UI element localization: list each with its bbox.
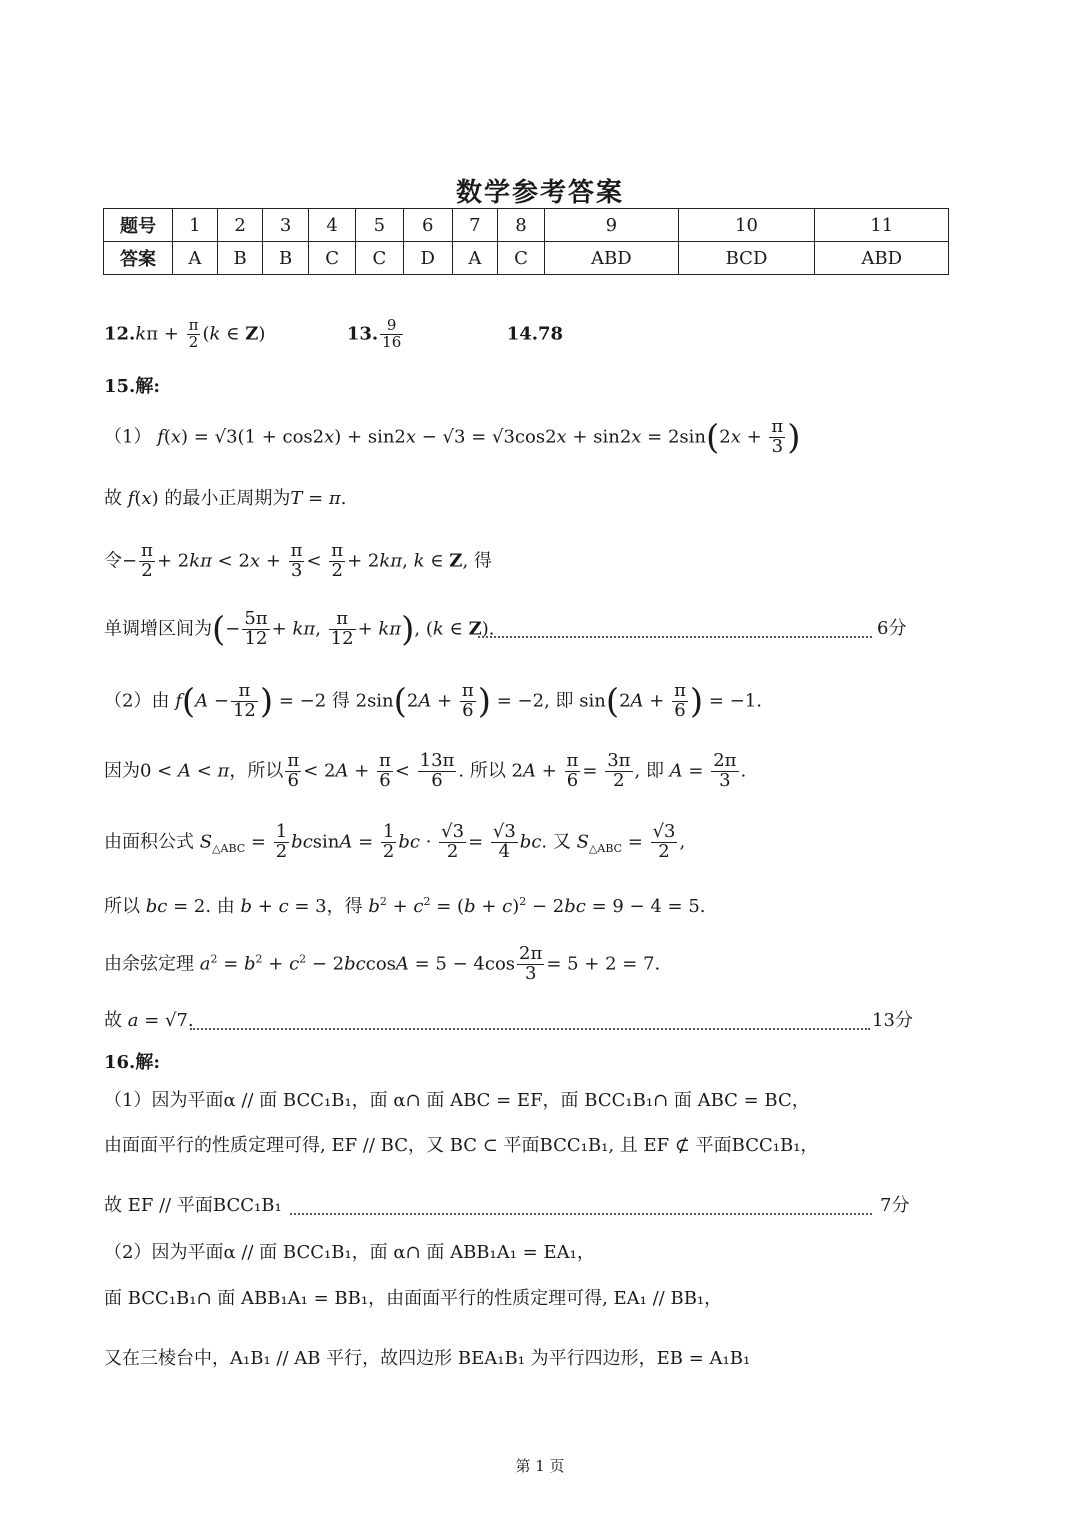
table-cell: C bbox=[497, 242, 544, 275]
q16-part2-line3: 又在三棱台中，A₁B₁ // AB 平行，故四边形 BEA₁B₁ 为平行四边形，EB = A₁B₁ bbox=[104, 1348, 751, 1369]
dotted-leader bbox=[478, 627, 872, 645]
score-7: 7分 bbox=[880, 1195, 910, 1216]
fraction: $\frac{√3}{2}$ bbox=[652, 821, 676, 862]
table-cell: 1 bbox=[173, 209, 218, 242]
table-cell: 8 bbox=[497, 209, 544, 242]
fraction: $\frac{\pi}{6}$ bbox=[674, 680, 686, 721]
fraction: $\frac{\pi}{12}$ bbox=[232, 680, 256, 721]
fraction: $\frac{\pi}{6}$ bbox=[287, 750, 300, 791]
page-number: 第 1 页 bbox=[515, 1457, 565, 1475]
table-cell: B bbox=[217, 242, 263, 275]
q14-answer: 14.78 bbox=[506, 323, 564, 345]
table-cell: B bbox=[263, 242, 309, 275]
fraction: $\frac{1}{2}$ bbox=[275, 821, 288, 862]
fraction: $\frac{5\pi}{12}$ bbox=[244, 608, 268, 649]
q16-heading: 16.解: bbox=[104, 1052, 160, 1073]
fraction: $\frac{2\pi}{3}$ bbox=[519, 943, 543, 984]
q15-cosine-law: 由余弦定理 $a^2 = b^2 + c^2 - 2bccosA = 5 - 4\cos$ $\frac{2\pi}{3}$ = 5 + 2 = 7. bbox=[104, 943, 661, 984]
fraction: $\frac{\pi}{2}$ bbox=[188, 316, 199, 351]
score-13: 13分 bbox=[872, 1010, 913, 1031]
dotted-leader bbox=[290, 1204, 872, 1222]
score-6: 6分 bbox=[877, 618, 907, 639]
q15-bc-values: 所以 bc = 2. 由 b + c = 3，得 $b^2 + c^2 = (b + c)^2 - 2bc = 9 - 4 = 5$. bbox=[104, 895, 706, 917]
fraction: $\frac{√3}{2}$ bbox=[441, 821, 465, 862]
table-cell: 3 bbox=[263, 209, 309, 242]
q13-label: 13. bbox=[346, 323, 379, 345]
q16-part2-line1: （2）因为平面α // 面 BCC₁B₁，面 α∩ 面 ABB₁A₁ = EA₁， bbox=[104, 1242, 595, 1263]
q15-part2: （2）由 f(A − $\frac{\pi}{12}$ ) = −2 得 2sin(2A + $\frac{\pi}{6}$ ) = −2, 即 sin(2A + $\frac{\pi}{6}$ ) = −1. bbox=[104, 680, 762, 722]
q16-part1-line3: 故 EF // 平面BCC₁B₁ bbox=[104, 1195, 282, 1216]
q12-label: 12. bbox=[104, 323, 136, 345]
dotted-leader bbox=[190, 1019, 870, 1037]
fraction: $\frac{\pi}{6}$ bbox=[379, 750, 391, 791]
table-cell: BCD bbox=[678, 242, 815, 275]
fraction: $\frac{\pi}{2}$ bbox=[331, 540, 344, 581]
q15-part1-formula: （1） f(x) = √3(1 + cos2x) + sin2x − √3 = √3cos2x + sin2x = 2sin(2x + $\frac{\pi}{3}$ ) bbox=[104, 416, 801, 458]
q15-inequality: 令− $\frac{\pi}{2}$ + 2kπ < 2x + $\frac{\pi}{3}$ < $\frac{\pi}{2}$ + 2kπ, k ∈ Z, 得 bbox=[104, 540, 492, 581]
table-row-answers bbox=[104, 242, 949, 275]
table-cell: ABD bbox=[815, 242, 949, 275]
q15-increasing-interval: 单调增区间为(− $\frac{5\pi}{12}$ + kπ, $\frac{\pi}{12}$ + kπ), (k ∈ Z). bbox=[104, 608, 495, 650]
fraction: $\frac{3\pi}{2}$ bbox=[607, 750, 631, 791]
fraction: $\frac{\pi}{6}$ bbox=[566, 750, 579, 791]
table-cell: 7 bbox=[452, 209, 497, 242]
fraction: $\frac{\pi}{2}$ bbox=[141, 540, 153, 581]
table-header-number: 题号 bbox=[104, 209, 173, 242]
fraction: $\frac{\pi}{6}$ bbox=[461, 680, 474, 721]
table-cell: A bbox=[452, 242, 497, 275]
q15-conclusion: 故 a = √7. bbox=[104, 1010, 194, 1031]
table-cell: 10 bbox=[678, 209, 815, 242]
fraction: $\frac{1}{2}$ bbox=[382, 821, 395, 862]
table-cell: 9 bbox=[545, 209, 678, 242]
table-cell: ABD bbox=[545, 242, 678, 275]
table-cell: D bbox=[403, 242, 452, 275]
q16-part1-line1: （1）因为平面α // 面 BCC₁B₁，面 α∩ 面 ABC = EF，面 BCC₁B₁∩ 面 ABC = BC， bbox=[104, 1090, 810, 1111]
answer-table bbox=[103, 208, 949, 275]
table-header-answer: 答案 bbox=[104, 242, 173, 275]
table-cell: C bbox=[356, 242, 403, 275]
q15-heading: 15.解: bbox=[104, 376, 160, 397]
table-cell: 4 bbox=[308, 209, 355, 242]
q15-period: 故 f(x) 的最小正周期为T = π. bbox=[104, 488, 347, 509]
fraction: $\frac{\pi}{12}$ bbox=[330, 608, 354, 649]
fraction: $\frac{13\pi}{6}$ bbox=[419, 750, 455, 791]
table-row-numbers bbox=[104, 209, 949, 242]
table-cell: 2 bbox=[217, 209, 263, 242]
table-cell: A bbox=[173, 242, 218, 275]
fraction: $\frac{√3}{4}$ bbox=[492, 821, 516, 862]
q15-area-formula: 由面积公式 $S_{\triangle ABC}$ = $\frac{1}{2}$ bcsinA = $\frac{1}{2}$ bc · $\frac{√3}{2}$ = $\frac{√3}{4}$ bc. 又 $S_{\triangle ABC}$ = $\frac{√3}{2}$ , bbox=[104, 821, 686, 862]
table-cell: C bbox=[308, 242, 355, 275]
fraction: $\frac{\pi}{3}$ bbox=[290, 540, 303, 581]
fraction: $\frac{9}{16}$ bbox=[382, 316, 402, 351]
table-cell: 11 bbox=[815, 209, 949, 242]
fill-in-answers: 12.kπ + $\frac{\pi}{2}$ (k ∈ Z) 13. $\frac{9}{16}$ 14.78 bbox=[104, 316, 564, 351]
q16-part2-line2: 面 BCC₁B₁∩ 面 ABB₁A₁ = BB₁，由面面平行的性质定理可得, EA₁ // BB₁， bbox=[104, 1288, 723, 1309]
q16-part1-line2: 由面面平行的性质定理可得, EF // BC，又 BC ⊂ 平面BCC₁B₁, 且 EF ⊄ 平面BCC₁B₁， bbox=[104, 1135, 819, 1156]
page-title: 数学参考答案 bbox=[455, 178, 624, 208]
table-cell: 5 bbox=[356, 209, 403, 242]
fraction: $\frac{2\pi}{3}$ bbox=[713, 750, 737, 791]
q15-angle-range: 因为0 < A < π，所以 $\frac{\pi}{6}$ < 2A + $\frac{\pi}{6}$ < $\frac{13\pi}{6}$ . 所以 2A + $\frac{\pi}{6}$ = $\frac{3\pi}{2}$ , 即 A = $\frac{2\pi}{3}$ . bbox=[104, 750, 747, 791]
fraction: $\frac{\pi}{3}$ bbox=[771, 416, 784, 457]
table-cell: 6 bbox=[403, 209, 452, 242]
